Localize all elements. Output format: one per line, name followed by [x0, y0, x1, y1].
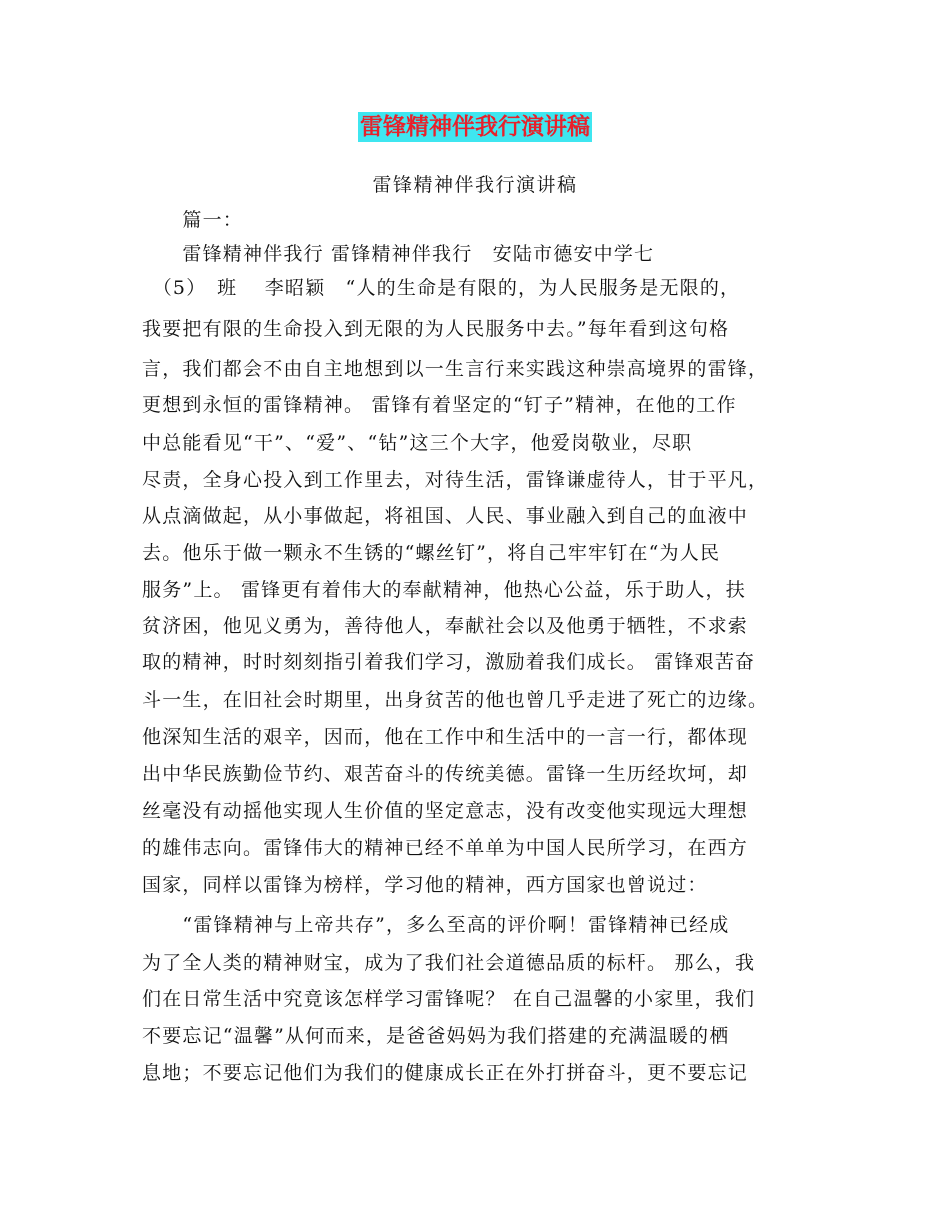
- paragraph-line: 为了全人类的精神财宝，成为了我们社会道德品质的标杆。 那么，我: [142, 952, 756, 974]
- highlighted-title: 雷锋精神伴我行演讲稿: [360, 114, 590, 140]
- paragraph-line: 们在日常生活中究竟该怎样学习雷锋呢？ 在自己温馨的小家里，我们: [142, 988, 756, 1010]
- paragraph-line: “雷锋精神与上帝共存”，多么至高的评价啊！雷锋精神已经成: [142, 914, 730, 936]
- title-container: [0, 112, 950, 142]
- paragraph-line: 去。他乐于做一颗永不生锈的“螺丝钉”，将自己牢牢钉在“为人民: [142, 542, 721, 564]
- paragraph-line: 尽责，全身心投入到工作里去，对待生活，雷锋谦虚待人，甘于平凡，: [142, 469, 769, 491]
- paragraph-line: 他深知生活的艰辛，因而，他在工作中和生活中的一言一行，都体现: [142, 726, 749, 748]
- paragraph-line: 中总能看见“干”、“爱”、“钻”这三个大字，他爱岗敬业，尽职: [142, 432, 693, 454]
- subtitle: 雷锋精神伴我行演讲稿: [372, 174, 578, 196]
- paragraph-line: 雷锋精神伴我行 雷锋精神伴我行 安陆市德安中学七: [142, 243, 655, 265]
- paragraph-line: 篇一：: [142, 209, 244, 231]
- paragraph-line: 斗一生，在旧社会时期里，出身贫苦的他也曾几乎走进了死亡的边缘。: [142, 689, 769, 711]
- paragraph-line: 国家，同样以雷锋为榜样，学习他的精神，西方国家也曾说过：: [142, 874, 708, 896]
- paragraph-line: 取的精神，时时刻刻指引着我们学习，激励着我们成长。 雷锋艰苦奋: [142, 651, 756, 673]
- paragraph-line: 从点滴做起，从小事做起，将祖国、人民、事业融入到自己的血液中: [142, 505, 749, 527]
- paragraph-line: 贫济困，他见义勇为，善待他人，奉献社会以及他勇于牺牲，不求索: [142, 615, 749, 637]
- paragraph-line: 我要把有限的生命投入到无限的为人民服务中去。”每年看到这句格: [142, 318, 730, 340]
- paragraph-line: 出中华民族勤俭节约、艰苦奋斗的传统美德。雷锋一生历经坎坷，却: [142, 763, 749, 785]
- paragraph-line: 言，我们都会不由自主地想到以一生言行来实践这种崇高境界的雷锋，: [142, 358, 769, 380]
- paragraph-line: 更想到永恒的雷锋精神。 雷锋有着坚定的“钉子”精神，在他的工作: [142, 394, 737, 416]
- paragraph-line: 服务”上。 雷锋更有着伟大的奉献精神，他热心公益，乐于助人，扶: [142, 579, 746, 601]
- paragraph-line: 息地；不要忘记他们为我们的健康成长正在外打拼奋斗，更不要忘记: [142, 1062, 749, 1084]
- paragraph-line: 丝毫没有动摇他实现人生价值的坚定意志，没有改变他实现远大理想: [142, 800, 749, 822]
- paragraph-line: 不要忘记“温馨”从何而来，是爸爸妈妈为我们搭建的充满温暖的栖: [142, 1025, 730, 1047]
- paragraph-line: 的雄伟志向。雷锋伟大的精神已经不单单为中国人民所学习，在西方: [142, 837, 749, 859]
- paragraph-line: （5） 班 李昭颖 “人的生命是有限的，为人民服务是无限的，: [142, 277, 741, 299]
